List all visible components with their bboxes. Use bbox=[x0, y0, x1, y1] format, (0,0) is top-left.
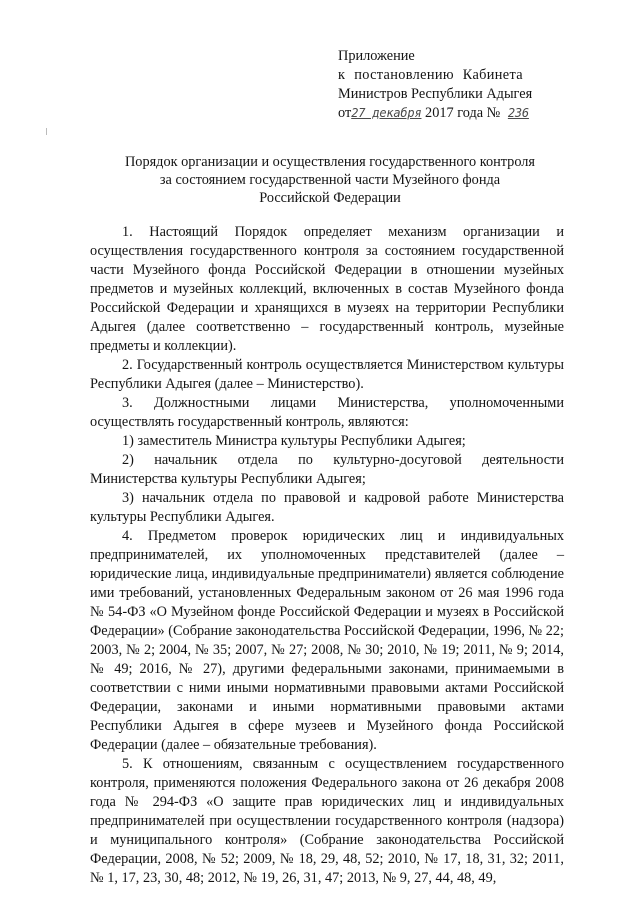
document-body bbox=[90, 223, 564, 888]
title-line-2: за состоянием государственной части Музейного фонда bbox=[159, 172, 501, 188]
annex-title: Приложение bbox=[338, 48, 415, 64]
annex-resolution-line: к постановлению Кабинета bbox=[338, 67, 523, 83]
paragraph-1: 1. Настоящий Порядок определяет механизм организации и осуществления государственного контроля за состоянием государственной части Музейного фонда Российской Федерации в отношении музейных предметов и музейных коллекций, включенных в состав Музейного фонда Российской Федерации и хранящихся в музеях на территории Республики Адыгея (далее соответственно – государственный контроль, музейные предметы и коллекции). bbox=[90, 224, 564, 354]
scan-mark bbox=[46, 128, 47, 135]
paragraph-5: 5. К отношениям, связанным с осуществлением государственного контроля, применяются положения Федерального закона от 26 декабря 2008 года № 294-ФЗ «О защите прав юридических лиц и индивидуальных предпринимателей при осуществлении государственного контроля (надзора) и муниципального контроля» (Собрание законодательства Российской Федерации, 2008, № 52; 2009, № 18, 29, 48, 52; 2010, № 17, 18, 31, 32; 2011, № 1, 17, 23, 30, 48; 2012, № 19, 26, 31, 47; 2013, № 9, 27, 44, 48, 49, bbox=[90, 756, 564, 886]
paragraph-2: 2. Государственный контроль осуществляется Министерством культуры Республики Адыгея (далее – Министерство). bbox=[90, 357, 564, 392]
title-line-1: Порядок организации и осуществления государственного контроля bbox=[124, 154, 536, 170]
handwritten-number: 236 bbox=[507, 106, 529, 120]
annex-date-middle: 2017 года № bbox=[421, 105, 504, 121]
annex-date-line bbox=[338, 104, 588, 123]
paragraph-4: 4. Предметом проверок юридических лиц и индивидуальных предпринимателей, их уполномоченных представителей (далее – юридические лица, индивидуальные предприниматели) является соблюдение ими требований, установленных Федеральным законом от 26 мая 1996 года № 54-ФЗ «О Музейном фонде Российской Федерации и музеях в Российской Федерации» (Собрание законодательства Российской Федерации, 1996, № 22; 2003, № 2; 2004, № 35; 2007, № 27; 2008, № 30; 2010, № 19; 2011, № 9; 2014, № 49; 2016, № 27), другими федеральными законами, принимаемыми в соответствии с ними иными нормативными правовыми актами Российской Федерации, законами и иными нормативными правовыми актами Республики Адыгея в сфере музеев и Музейного фонда Российской Федерации (далее – обязательные требования). bbox=[90, 528, 564, 753]
handwritten-date: 27 декабря bbox=[351, 106, 422, 120]
title-line-3: Российской Федерации bbox=[259, 190, 401, 206]
list-item-1: 1) заместитель Министра культуры Республики Адыгея; bbox=[122, 433, 466, 449]
list-item-2: 2) начальник отдела по культурно-досуговой деятельности Министерства культуры Республики Адыгея; bbox=[90, 452, 564, 487]
annex-cabinet-line: Министров Республики Адыгея bbox=[338, 86, 533, 102]
document-title bbox=[60, 153, 600, 207]
annex-date-prefix: от bbox=[338, 105, 352, 121]
annex-header bbox=[338, 47, 588, 123]
list-item-3: 3) начальник отдела по правовой и кадровой работе Министерства культуры Республики Адыгея. bbox=[90, 490, 564, 525]
paragraph-3: 3. Должностными лицами Министерства, уполномоченными осуществлять государственный контроль, являются: bbox=[90, 395, 564, 430]
